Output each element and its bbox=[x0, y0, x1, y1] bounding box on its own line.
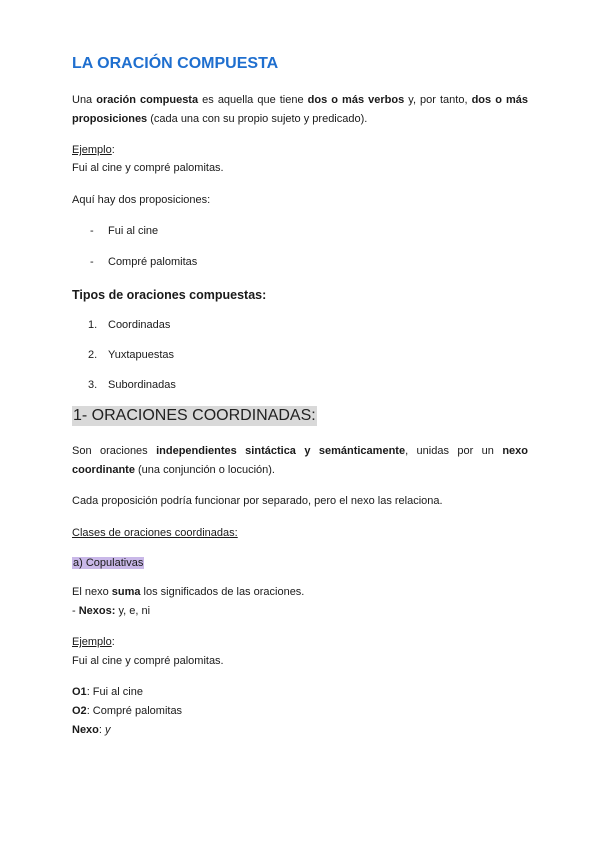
description-text: los significados de las oraciones. bbox=[140, 586, 305, 598]
analysis-text: : Compré palomitas bbox=[86, 705, 183, 717]
example-sentence: Fui al cine y compré palomitas. bbox=[72, 655, 224, 667]
list-item bbox=[88, 348, 174, 362]
example-label-colon: : bbox=[111, 636, 115, 648]
analysis-nexo bbox=[72, 723, 111, 737]
definition-bold-term: nexo coordinante bbox=[72, 445, 528, 476]
list-item bbox=[88, 318, 170, 332]
highlighted-label: a) Copulativas bbox=[73, 557, 144, 569]
list-dash: - bbox=[90, 256, 94, 268]
analysis-text: : Fui al cine bbox=[86, 686, 143, 698]
copulativas-label bbox=[72, 556, 144, 570]
list-item-text: Subordinadas bbox=[108, 379, 176, 391]
description-text: El nexo bbox=[72, 586, 112, 598]
analysis-label: Nexo bbox=[72, 724, 99, 736]
nexos-label: Nexos: bbox=[78, 605, 116, 617]
analysis-label: O2 bbox=[72, 705, 87, 717]
analysis-label: O1 bbox=[72, 686, 87, 698]
types-heading: Tipos de oraciones compuestas: bbox=[72, 288, 267, 302]
list-item bbox=[90, 255, 197, 269]
list-item bbox=[88, 378, 176, 392]
intro-text: y, por tanto, bbox=[404, 94, 472, 106]
example-label-colon: : bbox=[111, 144, 115, 156]
classes-heading: Clases de oraciones coordinadas: bbox=[72, 527, 238, 539]
intro-bold-term: dos o más proposiciones bbox=[72, 94, 528, 125]
list-item-text: Coordinadas bbox=[108, 319, 171, 331]
definition-text: Son oraciones bbox=[72, 445, 157, 457]
copulativas-description bbox=[72, 585, 304, 599]
list-number: 3. bbox=[88, 379, 98, 391]
analysis-o1 bbox=[72, 685, 143, 699]
list-item-text: Yuxtapuestas bbox=[108, 349, 175, 361]
list-item-text: Compré palomitas bbox=[108, 256, 198, 268]
example-label-text: Ejemplo bbox=[72, 144, 112, 156]
definition-text: (una conjunción o locución). bbox=[134, 464, 275, 476]
propositions-intro: Aquí hay dos proposiciones: bbox=[72, 194, 211, 206]
intro-bold-term: oración compuesta bbox=[96, 94, 199, 106]
analysis-value: y bbox=[105, 724, 111, 736]
intro-text: es aquella que tiene bbox=[198, 94, 308, 106]
intro-bold-term: dos o más verbos bbox=[307, 94, 405, 106]
analysis-o2 bbox=[72, 704, 182, 718]
nexos-values: y, e, ni bbox=[115, 605, 151, 617]
list-item bbox=[90, 224, 158, 238]
example-label-text: Ejemplo bbox=[72, 636, 112, 648]
analysis-separator: : bbox=[98, 724, 106, 736]
description-bold-term: suma bbox=[111, 586, 141, 598]
intro-text: (cada una con su propio sujeto y predicado). bbox=[147, 113, 368, 125]
list-item-text: Fui al cine bbox=[108, 225, 159, 237]
definition-text: , unidas por un bbox=[405, 445, 503, 457]
coordinadas-note: Cada proposición podría funcionar por separado, pero el nexo las relaciona. bbox=[72, 495, 443, 507]
page-title: LA ORACIÓN COMPUESTA bbox=[72, 55, 279, 72]
intro-text: Una bbox=[72, 94, 97, 106]
section-heading: 1- ORACIONES COORDINADAS: bbox=[73, 407, 316, 424]
example-label bbox=[72, 143, 115, 157]
example-sentence: Fui al cine y compré palomitas. bbox=[72, 162, 224, 174]
copulativas-nexos bbox=[72, 604, 150, 618]
list-number: 1. bbox=[88, 319, 98, 331]
coordinadas-definition bbox=[72, 442, 528, 480]
example-label bbox=[72, 635, 115, 649]
nexos-prefix: - bbox=[72, 605, 79, 617]
list-number: 2. bbox=[88, 349, 98, 361]
intro-paragraph bbox=[72, 91, 528, 129]
list-dash: - bbox=[90, 225, 94, 237]
definition-bold-term: independientes sintáctica y semánticamente bbox=[156, 445, 406, 457]
